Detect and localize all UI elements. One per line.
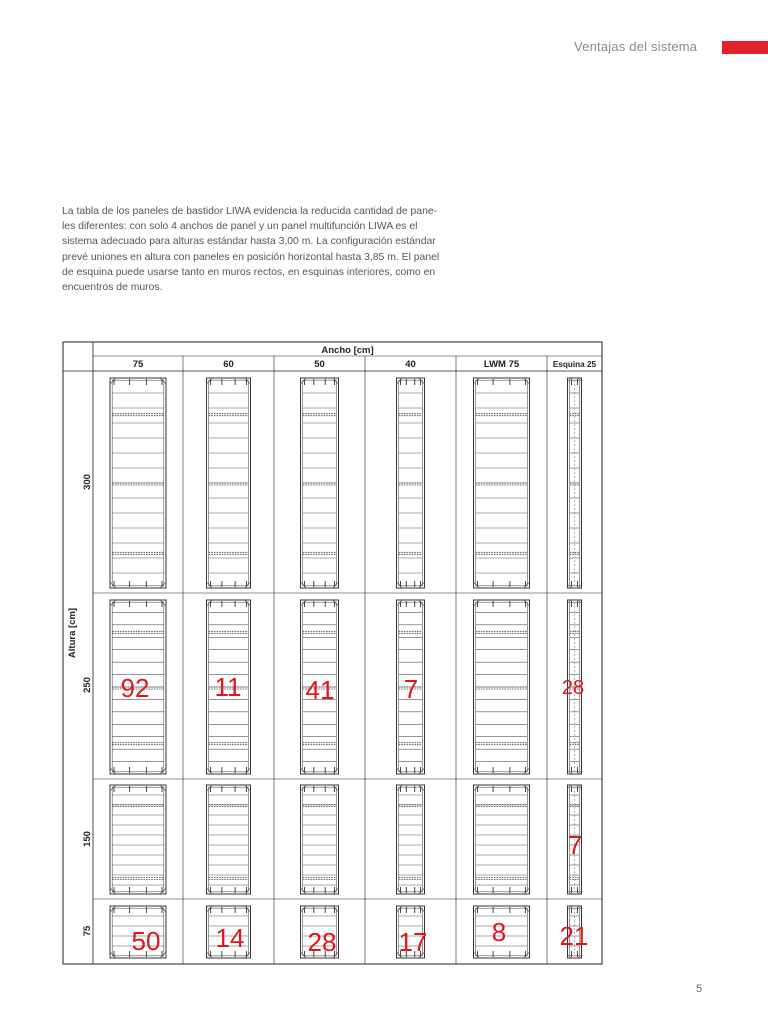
frame-panel <box>397 378 425 588</box>
frame-panel <box>110 785 166 894</box>
quantity-annotation: 28 <box>561 677 585 699</box>
column-header: LWM 75 <box>483 359 520 370</box>
quantity-annotation: 14 <box>215 923 245 953</box>
intro-line: les diferentes: con solo 4 anchos de panel y un panel multifunción LIWA es el <box>62 221 418 233</box>
quantity-annotation: 8 <box>491 917 507 947</box>
column-header: 50 <box>314 359 325 370</box>
intro-line: La tabla de los paneles de bastidor LIWA evidencia la reducida cantidad de pane- <box>62 206 438 217</box>
section-title: Ventajas del sistema <box>574 39 698 54</box>
page-number: 5 <box>696 983 703 995</box>
width-header: Ancho [cm] <box>321 345 374 356</box>
height-header: Altura [cm] <box>67 607 78 659</box>
frame-panel <box>474 600 530 774</box>
frame-panel <box>301 785 339 894</box>
row-header: 250 <box>82 677 93 693</box>
quantity-annotation: 21 <box>559 921 589 951</box>
intro-line: sistema adecuado para alturas estándar hasta 3,00 m. La configuración estándar <box>62 236 436 248</box>
row-header: 75 <box>82 925 93 937</box>
frame-panel <box>207 785 251 894</box>
frame-panel <box>568 378 582 588</box>
quantity-annotation: 41 <box>305 675 335 705</box>
frame-panel <box>397 785 425 894</box>
frame-panel <box>474 785 530 894</box>
frame-panel <box>110 378 166 588</box>
intro-line: de esquina puede usarse tanto en muros rectos, en esquinas interiores, como en <box>62 266 436 278</box>
frame-panel <box>301 378 339 588</box>
column-header: 60 <box>223 359 234 370</box>
column-header: 75 <box>132 359 144 370</box>
column-header: Esquina 25 <box>552 360 597 369</box>
intro-line: encuentros de muros. <box>62 282 163 294</box>
row-header: 300 <box>82 474 93 490</box>
quantity-annotation: 50 <box>131 926 161 956</box>
intro-line: prevé uniones en altura con paneles en posición horizontal hasta 3,85 m. El panel <box>62 251 440 263</box>
frame-panel <box>207 378 251 588</box>
frame-panel <box>474 378 530 588</box>
quantity-annotation: 7 <box>403 674 419 704</box>
quantity-annotation: 11 <box>214 672 242 702</box>
quantity-annotation: 28 <box>307 927 337 957</box>
panel-drawings <box>110 378 585 958</box>
column-header: 40 <box>405 359 416 370</box>
row-header: 150 <box>82 831 93 847</box>
quantity-annotation: 92 <box>120 673 150 703</box>
quantity-annotation: 17 <box>398 927 428 957</box>
quantity-annotation: 7 <box>567 830 583 860</box>
